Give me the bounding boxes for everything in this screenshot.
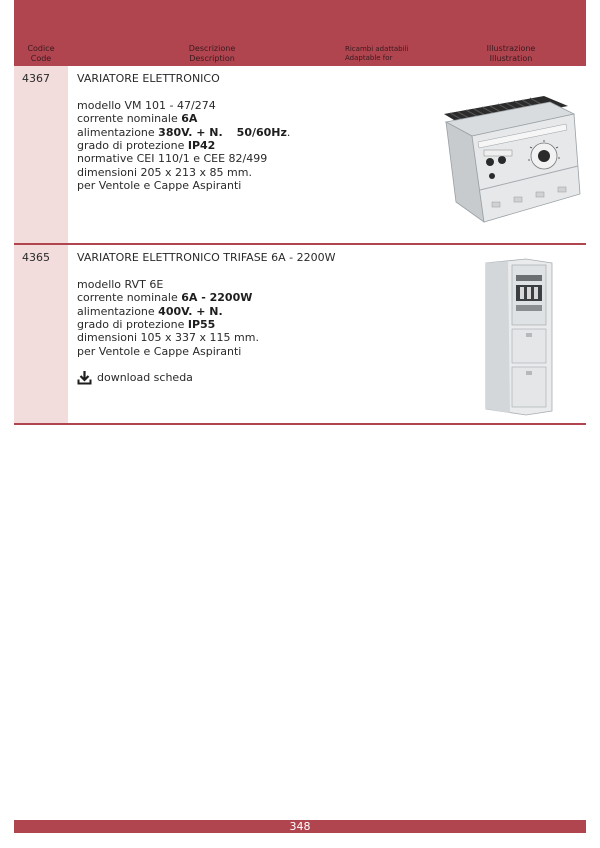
header-ill-en: Illustration xyxy=(489,54,533,63)
current-value: 6A xyxy=(181,112,198,126)
row-divider xyxy=(14,423,586,425)
protection-line xyxy=(77,139,290,152)
product-code: 4367 xyxy=(22,72,50,85)
product-code-cell xyxy=(14,66,68,244)
current-label: corrente nominale xyxy=(77,291,182,305)
header-illustration xyxy=(470,44,552,64)
download-icon xyxy=(77,370,92,385)
norms-line: normative CEI 110/1 e CEE 82/499 xyxy=(77,152,268,166)
header-description xyxy=(150,44,274,64)
power-line xyxy=(77,305,336,318)
protection-value: IP55 xyxy=(187,318,216,332)
product-title: VARIATORE ELETTRONICO xyxy=(77,72,220,85)
protection-line xyxy=(77,318,336,331)
header-ricambi-en: Adaptable for xyxy=(345,54,393,62)
header-desc-it: Descrizione xyxy=(188,44,236,53)
current-value: 6A - 2200W xyxy=(181,291,253,305)
protection-label: grado di protezione xyxy=(77,139,188,153)
header-code xyxy=(14,44,68,64)
product-code-cell xyxy=(14,245,68,423)
product-description xyxy=(77,72,290,193)
power-line xyxy=(77,126,290,139)
three-phase-cabinet-photo xyxy=(480,257,560,417)
power-frequency: 50/60Hz xyxy=(236,125,287,139)
header-adaptable xyxy=(345,45,445,63)
protection-label: grado di protezione xyxy=(77,318,188,332)
power-label: alimentazione xyxy=(77,125,159,139)
usage-line: per Ventole e Cappe Aspiranti xyxy=(77,179,242,193)
table-row xyxy=(14,245,586,423)
header-code-it: Codice xyxy=(27,44,55,53)
power-value: 400V. + N. xyxy=(158,304,223,318)
power-label: alimentazione xyxy=(77,304,159,318)
header-ill-it: Illustrazione xyxy=(486,44,536,53)
page-number: 348 xyxy=(14,820,586,833)
header-code-en: Code xyxy=(30,54,52,63)
current-label: corrente nominale xyxy=(77,112,182,126)
speed-controller-photo xyxy=(434,94,584,226)
product-code: 4365 xyxy=(22,251,50,264)
power-end: . xyxy=(286,125,291,139)
usage-line: per Ventole e Cappe Aspiranti xyxy=(77,344,242,358)
product-description xyxy=(77,251,336,385)
model-line: modello VM 101 - 47/274 xyxy=(77,98,216,112)
dimensions-line: dimensioni 205 x 213 x 85 mm. xyxy=(77,165,252,179)
dimensions-line: dimensioni 105 x 337 x 115 mm. xyxy=(77,331,259,345)
header-ricambi-it: Ricambi adattabili xyxy=(345,45,409,53)
download-link[interactable] xyxy=(77,370,336,385)
table-row xyxy=(14,66,586,244)
power-value: 380V. + N. xyxy=(158,125,223,139)
model-line: modello RVT 6E xyxy=(77,277,164,291)
product-title: VARIATORE ELETTRONICO TRIFASE 6A - 2200W xyxy=(77,251,336,264)
header-desc-en: Description xyxy=(189,54,235,63)
current-line xyxy=(77,291,336,304)
download-label[interactable]: download scheda xyxy=(97,371,193,385)
current-line xyxy=(77,112,290,125)
protection-value: IP42 xyxy=(187,139,216,153)
